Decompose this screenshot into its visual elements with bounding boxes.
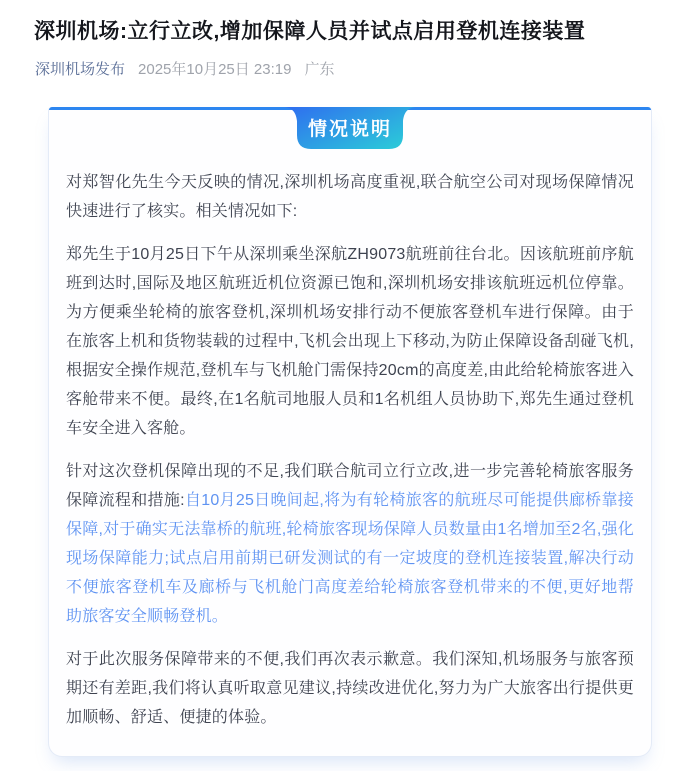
article-title: 深圳机场:立行立改,增加保障人员并试点启用登机连接装置	[34, 20, 586, 43]
publish-datetime: 2025年10月25日 23:19	[138, 61, 292, 78]
measures-intro-text: 针对这次登机保障出现的不足,我们联合航司立行立改,进一步完善轮椅旅客服务保障流程和措施:	[66, 463, 634, 509]
notice-badge	[285, 107, 415, 149]
paragraph-apology: 对于此次服务保障带来的不便,我们再次表示歉意。我们深知,机场服务与旅客预期还有差距,我们将认真听取意见建议,持续改进优化,努力为广大旅客出行提供更加顺畅、舒适、便捷的体验。	[66, 651, 634, 726]
paragraph-intro: 对郑智化先生今天反映的情况,深圳机场高度重视,联合航空公司对现场保障情况快速进行了核实。相关情况如下:	[66, 174, 634, 220]
source-account-link[interactable]: 深圳机场发布	[35, 61, 126, 78]
publish-region: 广东	[304, 61, 335, 78]
paragraph-measures	[66, 457, 634, 631]
paragraph-incident-details: 郑先生于10月25日下午从深圳乘坐深航ZH9073航班前往台北。因该航班前序航班到达时,国际及地区航班近机位资源已饱和,深圳机场安排该航班远机位停靠。为方便乘坐轮椅的旅客登机,深圳机场安排行动不便旅客登机车进行保障。由于在旅客上机和货物装载的过程中,飞机会出现上下移动,为防止保障设备刮碰飞机,根据安全操作规范,登机车与飞机舱门需保持20cm的高度差,由此给轮椅旅客进入客舱带来不便。最终,在1名航司地服人员和1名机组人员协助下,郑先生通过登机车安全进入客舱。	[66, 246, 634, 437]
badge-label: 情况说明	[307, 118, 392, 140]
measures-highlight-text: 自10月25日晚间起,将为有轮椅旅客的航班尽可能提供廊桥靠接保障,对于确实无法靠桥的航班,轮椅旅客现场保障人员数量由1名增加至2名,强化现场保障能力;试点启用前期已研发测试的有一定坡度的登机连接装置,解决行动不便旅客登机车及廊桥与飞机舱门高度差给轮椅旅客登机带来的不便,更好地帮助旅客安全顺畅登机。	[66, 492, 634, 625]
article-page	[0, 16, 687, 757]
notice-card	[48, 107, 652, 757]
article-meta	[35, 59, 651, 80]
